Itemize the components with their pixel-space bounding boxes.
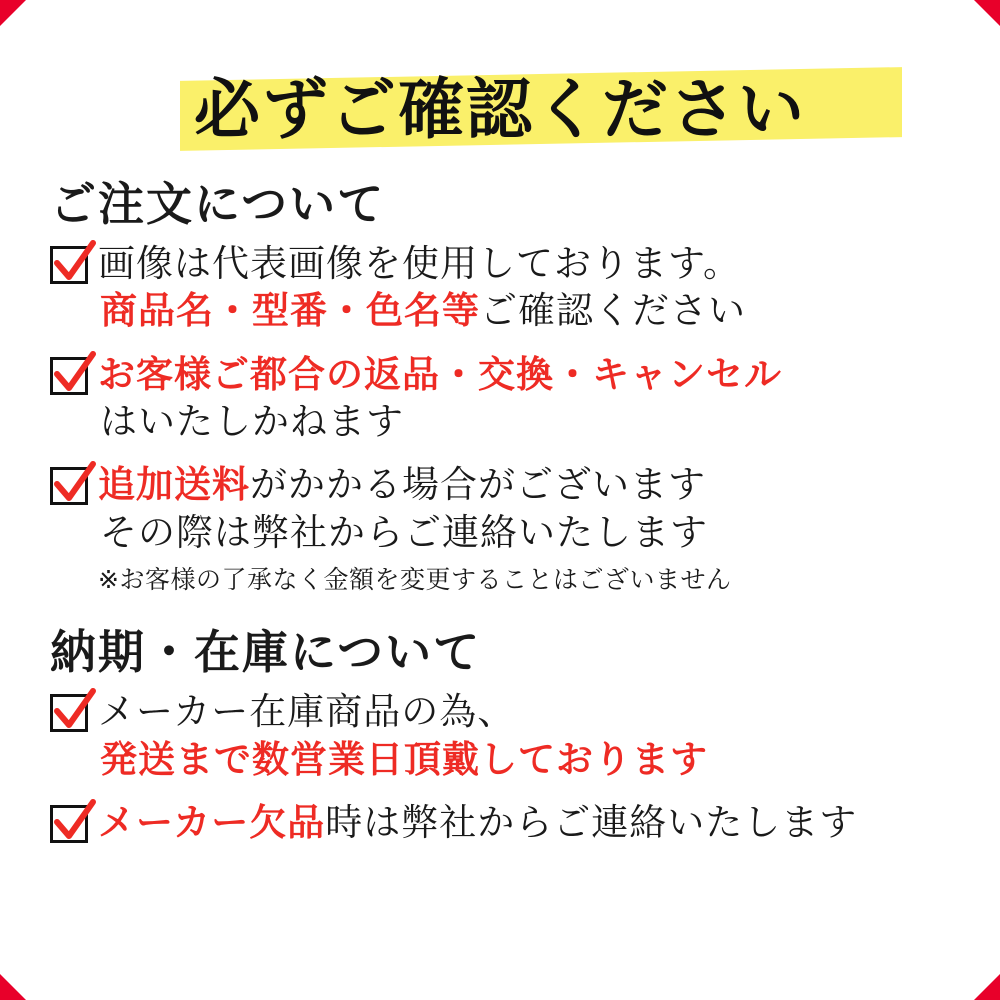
footnote: ※お客様の了承なく金額を変更することはございません bbox=[98, 565, 732, 595]
text-line bbox=[100, 736, 960, 783]
text-segment: はいたしかねます bbox=[100, 400, 404, 444]
text-segment-red: 発送まで数営業日頂戴しております bbox=[100, 737, 708, 781]
checkbox-checked-icon bbox=[50, 805, 88, 843]
text-segment-red: 商品名・型番・色名等 bbox=[100, 289, 480, 333]
checkbox-checked-icon bbox=[50, 246, 88, 284]
text-segment: 画像は代表画像を使用しております。 bbox=[98, 242, 742, 285]
list-item-text bbox=[98, 799, 960, 846]
list-item-text bbox=[98, 461, 960, 596]
text-segment: その際は弊社からご連絡いたします bbox=[100, 510, 708, 554]
text-segment: ご確認ください bbox=[480, 289, 746, 333]
checkbox-checked-icon bbox=[50, 467, 88, 505]
list-item bbox=[50, 240, 960, 335]
list-item bbox=[50, 461, 960, 596]
text-segment-red: 追加送料 bbox=[98, 463, 250, 507]
list-item-text bbox=[98, 240, 960, 335]
text-segment: 時は弊社からご連絡いたします bbox=[325, 800, 858, 844]
text-line bbox=[100, 398, 960, 445]
list-item bbox=[50, 351, 960, 446]
text-line bbox=[100, 287, 960, 334]
text-segment: メーカー在庫商品の為、 bbox=[98, 690, 516, 734]
text-line bbox=[98, 461, 960, 508]
list-item-text bbox=[98, 688, 960, 783]
section-heading-delivery: 納期・在庫について bbox=[50, 625, 482, 680]
title-text: 必ずご確認ください bbox=[194, 71, 806, 148]
list-item bbox=[50, 688, 960, 783]
list-item bbox=[50, 799, 960, 846]
list-item-text bbox=[98, 351, 960, 446]
text-line bbox=[98, 240, 960, 287]
text-line bbox=[98, 799, 960, 846]
text-segment-red: メーカー欠品 bbox=[98, 800, 326, 844]
checkbox-checked-icon bbox=[50, 357, 88, 395]
text-segment-red: お客様ご都合の返品・交換・キャンセル bbox=[98, 352, 782, 396]
text-segment: がかかる場合がございます bbox=[250, 463, 706, 507]
text-line bbox=[100, 509, 960, 556]
section-heading-orders: ご注文について bbox=[50, 177, 386, 231]
text-line bbox=[98, 688, 960, 735]
text-line bbox=[98, 351, 960, 398]
checkbox-checked-icon bbox=[50, 694, 88, 732]
page-title bbox=[40, 38, 960, 154]
